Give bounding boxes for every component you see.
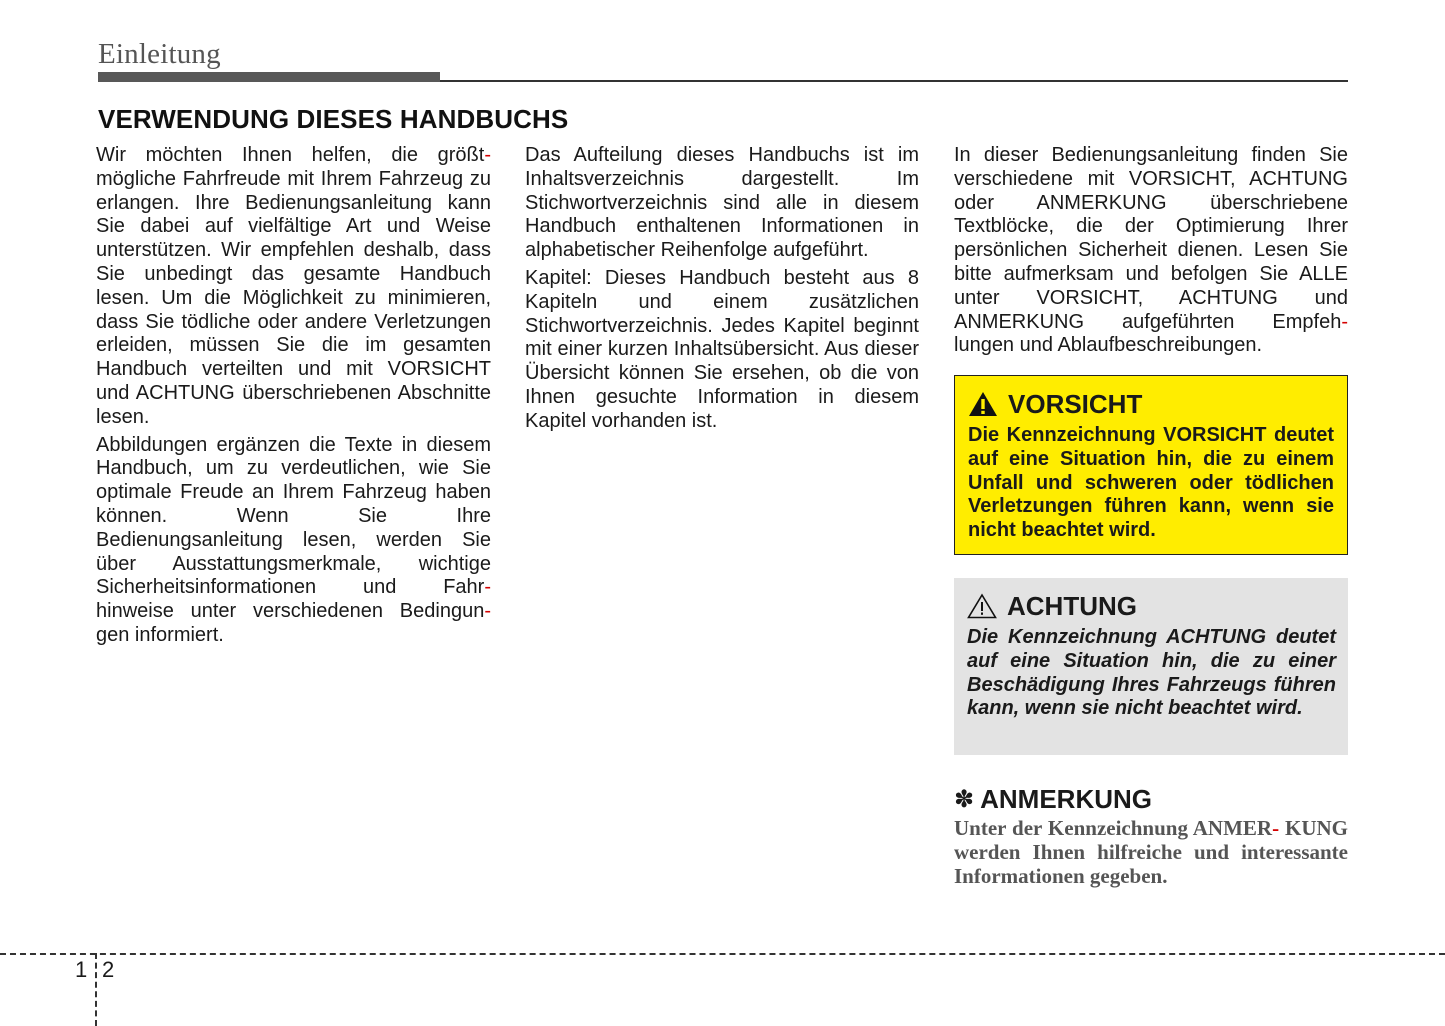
- paragraph: Kapitel: Dieses Handbuch besteht aus 8 Kapiteln und einem zusätzlichen Stichwortverzeichnis. Jedes Kapitel beginnt mit einer kurzen Inhaltsübersicht. Aus dieser Übersicht können Sie ersehen, ob die von Ihnen gesuchte Information in diesem Kapitel vorhanden ist.: [525, 266, 919, 432]
- header-rule-thin: [440, 80, 1348, 82]
- caution-text: Die Kennzeichnung ACHTUNG deutet auf eine Situation hin, die zu einer Beschädigung Ihres Fahrzeugs führen kann, wenn sie nicht beachtet wird.: [967, 626, 1336, 720]
- caution-heading: [967, 588, 1336, 624]
- caution-box: [954, 578, 1348, 755]
- header-rule-thick: [98, 72, 440, 82]
- chapter-header-title: Einleitung: [98, 38, 221, 70]
- caution-triangle-icon: [967, 593, 997, 619]
- warning-title: VORSICHT: [1008, 388, 1143, 419]
- page-number: 2: [102, 957, 115, 982]
- paragraph: Das Aufteilung dieses Handbuchs ist im Inhaltsverzeichnis dargestellt. Im Stichwortverzeichnis sind alle in diesem Handbuch enthaltenen Informationen in alphabetischer Reihenfolge aufgeführt.: [525, 144, 919, 262]
- paragraph: Abbildungen ergänzen die Texte in diesem Handbuch, um zu verdeutlichen, wie Sie optimale Freude an Ihrem Fahrzeug haben können. Wenn Sie Ihre Bedienungsanleitung lesen, werden Sie über Ausstattungsmerkmale, wichtige Sicherheitsinformationen und Fahr- hinweise unter verschiedenen Bedingun- gen informiert.: [96, 433, 491, 646]
- note-text: Unter der Kennzeichnung ANMER- KUNG werden Ihnen hilfreiche und interessante Informationen gegeben.: [954, 816, 1349, 888]
- text-column-2: [525, 144, 919, 438]
- chapter-number: 1: [75, 957, 88, 982]
- note-heading: [954, 784, 1152, 815]
- paragraph: In dieser Bedienungsanleitung finden Sie verschiedene mit VORSICHT, ACHTUNG oder ANMERKUNG überschriebene Textblöcke, die der Optimierung Ihrer persönlichen Sicherheit dienen. Lesen Sie bitte aufmerksam und befolgen Sie ALLE unter VORSICHT, ACHTUNG und ANMERKUNG aufgeführten Empfeh- lungen und Ablaufbeschreibungen.: [954, 144, 1348, 357]
- paragraph: Wir möchten Ihnen helfen, die größt- mögliche Fahrfreude mit Ihrem Fahrzeug zu erlangen. Ihre Bedienungsanleitung kann Sie dabei auf vielfältige Art und Weise unterstützen. Wir empfehlen deshalb, dass Sie unbedingt das gesamte Handbuch lesen. Um die Möglichkeit zu minimieren, dass Sie tödliche oder andere Verletzungen erleiden, müssen Sie die im gesamten Handbuch verteilten und mit VORSICHT und ACHTUNG überschriebenen Abschnitte lesen.: [96, 144, 491, 428]
- warning-box: [954, 375, 1348, 555]
- caution-title: ACHTUNG: [1007, 590, 1137, 621]
- text-column-3: [954, 144, 1348, 362]
- section-title: VERWENDUNG DIESES HANDBUCHS: [98, 104, 569, 134]
- footer-vertical-divider: [95, 953, 97, 1026]
- warning-triangle-icon: [968, 391, 998, 417]
- asterisk-icon: ✽: [954, 786, 975, 813]
- note-title: ANMERKUNG: [980, 784, 1152, 814]
- warning-heading: [968, 386, 1334, 422]
- text-column-1: [96, 144, 491, 652]
- footer-divider: [0, 953, 1445, 955]
- warning-text: Die Kennzeichnung VORSICHT deutet auf eine Situation hin, die zu einem Unfall und schweren oder tödlichen Verletzungen führen kann, wenn sie nicht beachtet wird.: [968, 424, 1334, 542]
